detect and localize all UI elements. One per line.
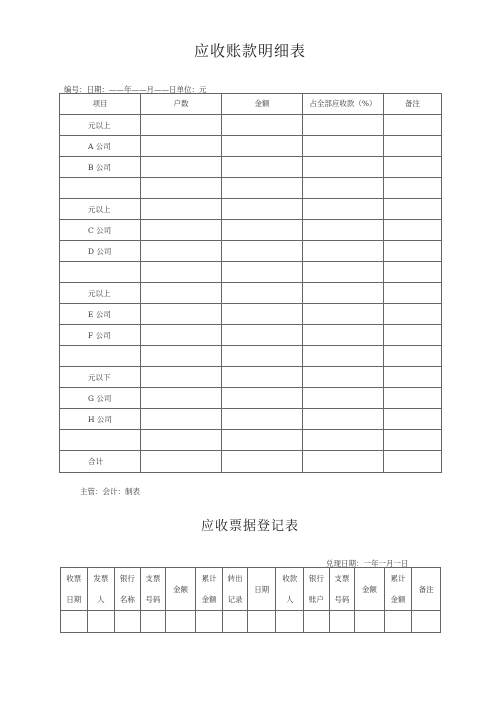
table-cell xyxy=(141,304,222,325)
table-cell xyxy=(384,346,442,367)
table-cell xyxy=(303,430,384,451)
table-row xyxy=(60,115,442,136)
header-line-top: 收款 xyxy=(282,573,298,583)
table-cell xyxy=(303,451,384,473)
table-cell xyxy=(412,611,441,633)
header-cell: 金额 xyxy=(355,568,385,611)
header-line-top: 累计 xyxy=(390,573,406,583)
table-cell xyxy=(303,409,384,430)
receivables-detail-table xyxy=(59,93,442,473)
table-cell xyxy=(222,304,303,325)
row-label xyxy=(60,430,141,451)
table-cell xyxy=(222,346,303,367)
row-label: F 公司 xyxy=(60,325,141,346)
table-row xyxy=(60,346,442,367)
table-cell xyxy=(140,611,166,633)
table-row xyxy=(60,430,442,451)
table-cell xyxy=(222,430,303,451)
table-cell xyxy=(141,283,222,304)
header-line-top: 发票 xyxy=(93,573,109,583)
row-label: 元以上 xyxy=(60,115,141,136)
header-line-top: 累计 xyxy=(201,573,217,583)
table-cell xyxy=(384,220,442,241)
table-cell xyxy=(384,611,412,633)
header-line-top: 支票 xyxy=(334,573,350,583)
table-cell xyxy=(303,199,384,220)
form2-redemption-date: 兑现日期：一年一月一日 xyxy=(326,559,409,568)
table-cell xyxy=(247,611,276,633)
table-cell xyxy=(222,157,303,178)
table-cell xyxy=(303,136,384,157)
header-cell xyxy=(276,568,304,611)
header-item: 项目 xyxy=(60,94,141,115)
table-cell xyxy=(141,346,222,367)
table-cell xyxy=(141,241,222,262)
header-line-top: 转出 xyxy=(227,573,243,583)
table-cell xyxy=(222,367,303,388)
table-cell xyxy=(276,611,304,633)
table-row xyxy=(60,136,442,157)
table-cell xyxy=(61,611,88,633)
table-row xyxy=(60,409,442,430)
header-line-bottom: 账户 xyxy=(308,594,324,604)
header-cell: 金额 xyxy=(166,568,196,611)
table-row xyxy=(61,611,441,633)
table-row xyxy=(60,178,442,199)
header-percentage: 占全部应收款（%） xyxy=(303,94,384,115)
table-cell xyxy=(141,115,222,136)
table-cell xyxy=(303,157,384,178)
table-cell xyxy=(384,388,442,409)
header-line-top: 银行 xyxy=(308,573,324,583)
header-amount: 金额 xyxy=(222,94,303,115)
row-label: 元以上 xyxy=(60,199,141,220)
form1-meta-line: 编号：日期：——年——月——日单位：元 xyxy=(64,85,207,94)
header-line-bottom: 金额 xyxy=(390,594,406,604)
form1-signature-line: 主管：会计：制表 xyxy=(80,487,140,496)
table-cell xyxy=(141,430,222,451)
table-cell xyxy=(384,136,442,157)
table-cell xyxy=(303,388,384,409)
header-cell xyxy=(384,568,412,611)
table-row xyxy=(60,388,442,409)
row-label: B 公司 xyxy=(60,157,141,178)
table-cell xyxy=(303,283,384,304)
table-cell xyxy=(384,409,442,430)
header-households: 户数 xyxy=(141,94,222,115)
header-cell xyxy=(329,568,355,611)
table-cell xyxy=(222,115,303,136)
table-row xyxy=(60,157,442,178)
table-cell xyxy=(141,451,222,473)
table-cell xyxy=(141,388,222,409)
table-cell xyxy=(222,241,303,262)
table-cell xyxy=(141,178,222,199)
table-cell xyxy=(222,199,303,220)
row-label: 合计 xyxy=(60,451,141,473)
header-cell: 日期 xyxy=(247,568,276,611)
table-cell xyxy=(222,262,303,283)
header-line-bottom: 人 xyxy=(97,594,105,604)
table-row xyxy=(60,367,442,388)
table-cell xyxy=(384,178,442,199)
table-cell xyxy=(384,283,442,304)
header-cell xyxy=(115,568,141,611)
table-cell xyxy=(222,220,303,241)
row-label xyxy=(60,178,141,199)
row-label xyxy=(60,346,141,367)
table-cell xyxy=(329,611,355,633)
table-row xyxy=(60,241,442,262)
table-cell xyxy=(141,262,222,283)
table-cell xyxy=(303,346,384,367)
table-cell xyxy=(303,262,384,283)
table-cell xyxy=(195,611,223,633)
table-cell xyxy=(166,611,196,633)
table-cell xyxy=(222,136,303,157)
table-cell xyxy=(222,325,303,346)
header-line-top: 银行 xyxy=(119,573,135,583)
header-line-bottom: 号码 xyxy=(145,594,161,604)
table-cell xyxy=(222,409,303,430)
table-cell xyxy=(384,115,442,136)
table-cell xyxy=(384,157,442,178)
table-cell xyxy=(384,241,442,262)
table-cell xyxy=(355,611,385,633)
table-cell xyxy=(115,611,141,633)
table-cell xyxy=(384,451,442,473)
header-line-bottom: 号码 xyxy=(334,594,350,604)
header-cell xyxy=(195,568,223,611)
table-row xyxy=(60,304,442,325)
header-remarks: 备注 xyxy=(384,94,442,115)
table-cell xyxy=(384,262,442,283)
form1-title: 应收账款明细表 xyxy=(193,42,306,60)
table-header-row xyxy=(60,94,442,115)
table-cell xyxy=(384,325,442,346)
header-line-bottom: 记录 xyxy=(227,594,243,604)
form2-title: 应收票据登记表 xyxy=(200,519,299,534)
table-cell xyxy=(87,611,115,633)
table-row xyxy=(60,262,442,283)
row-label: H 公司 xyxy=(60,409,141,430)
table-row xyxy=(60,451,442,473)
table-cell xyxy=(222,388,303,409)
header-cell xyxy=(304,568,330,611)
header-line-bottom: 金额 xyxy=(201,594,217,604)
table-cell xyxy=(304,611,330,633)
table-cell xyxy=(222,178,303,199)
table-cell xyxy=(141,220,222,241)
header-line-bottom: 日期 xyxy=(66,594,82,604)
table-cell xyxy=(303,367,384,388)
table-cell xyxy=(384,199,442,220)
row-label: E 公司 xyxy=(60,304,141,325)
header-line-top: 收票 xyxy=(66,573,82,583)
table-cell xyxy=(384,304,442,325)
header-line-bottom: 人 xyxy=(286,594,294,604)
header-cell xyxy=(61,568,88,611)
table-cell xyxy=(384,367,442,388)
table-row xyxy=(60,283,442,304)
table-cell xyxy=(141,136,222,157)
table-header-row xyxy=(61,568,441,611)
table-cell xyxy=(141,367,222,388)
table-row xyxy=(60,325,442,346)
table-row xyxy=(60,199,442,220)
header-cell xyxy=(140,568,166,611)
row-label: 元以上 xyxy=(60,283,141,304)
row-label: G 公司 xyxy=(60,388,141,409)
row-label: 元以下 xyxy=(60,367,141,388)
table-cell xyxy=(141,199,222,220)
table-cell xyxy=(222,451,303,473)
table-cell xyxy=(222,283,303,304)
table-cell xyxy=(141,409,222,430)
table-cell xyxy=(303,178,384,199)
table-cell xyxy=(384,430,442,451)
table-cell xyxy=(223,611,248,633)
header-line-bottom: 名称 xyxy=(119,594,135,604)
header-cell: 备注 xyxy=(412,568,441,611)
row-label: D 公司 xyxy=(60,241,141,262)
row-label xyxy=(60,262,141,283)
table-cell xyxy=(303,304,384,325)
row-label: C 公司 xyxy=(60,220,141,241)
table-cell xyxy=(303,115,384,136)
row-label: A 公司 xyxy=(60,136,141,157)
table-cell xyxy=(141,157,222,178)
table-cell xyxy=(303,220,384,241)
table-cell xyxy=(141,325,222,346)
table-cell xyxy=(303,241,384,262)
notes-receivable-register-table xyxy=(60,567,441,633)
header-line-top: 支票 xyxy=(145,573,161,583)
table-row xyxy=(60,220,442,241)
header-cell xyxy=(223,568,248,611)
header-cell xyxy=(87,568,115,611)
table-cell xyxy=(303,325,384,346)
